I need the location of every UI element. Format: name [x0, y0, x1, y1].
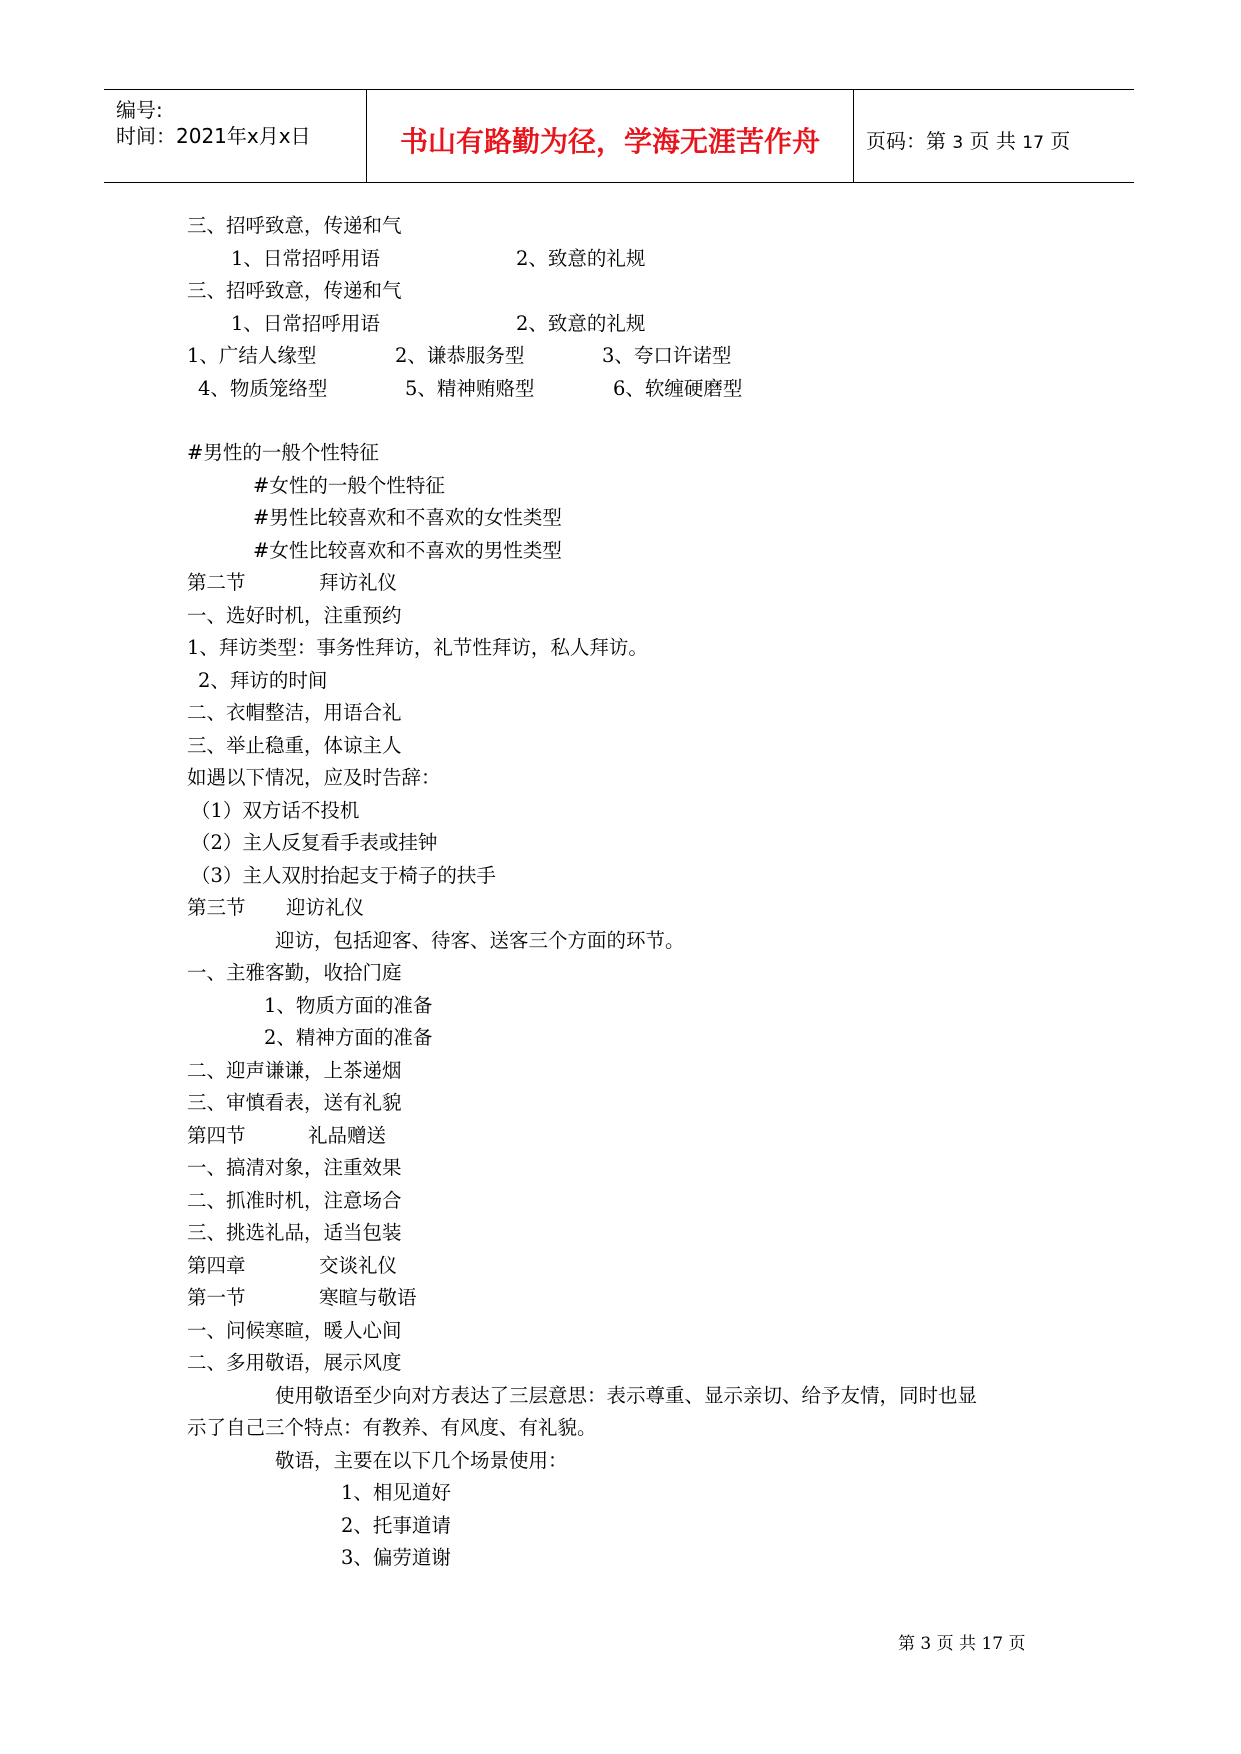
document-time-label: 时间：2021年x月x日	[116, 124, 311, 148]
footer-current: 3	[920, 1634, 932, 1654]
text-line: 敬语，主要在以下几个场景使用：	[275, 1449, 568, 1472]
heading-line: 一、选好时机，注重预约	[187, 604, 402, 627]
page-footer	[898, 1629, 1026, 1654]
footer-mid: 页 共	[936, 1634, 977, 1654]
document-header	[104, 89, 1134, 183]
section-number: 第二节	[187, 571, 246, 594]
heading-line: 一、搞清对象，注重效果	[187, 1156, 402, 1179]
heading-line: 一、问候寒暄，暖人心间	[187, 1319, 402, 1342]
page-current: 3	[952, 133, 964, 153]
list-item: 2、托事道请	[341, 1514, 451, 1537]
list-item: 2、拜访的时间	[198, 669, 328, 692]
page-total: 17	[1022, 133, 1044, 153]
page-mid: 页 共	[969, 129, 1016, 153]
section-title: 拜访礼仪	[319, 571, 398, 594]
heading-line: 二、抓准时机，注意场合	[187, 1189, 402, 1212]
topic-line: #男性的一般个性特征	[187, 441, 379, 464]
heading-line: 二、衣帽整洁，用语合礼	[187, 701, 402, 724]
topic-line: #女性比较喜欢和不喜欢的男性类型	[253, 539, 562, 562]
list-item: 2、致意的礼规	[516, 312, 646, 335]
topic-line: #男性比较喜欢和不喜欢的女性类型	[253, 506, 562, 529]
heading-line: 三、审慎看表，送有礼貌	[187, 1091, 402, 1114]
section-number: 第一节	[187, 1286, 246, 1309]
heading-line: 二、迎声谦谦，上茶递烟	[187, 1059, 402, 1082]
heading-line: 三、举止稳重，体谅主人	[187, 734, 402, 757]
list-item: 1、物质方面的准备	[264, 994, 433, 1017]
footer-suffix: 页	[1008, 1634, 1026, 1654]
text-line: 如遇以下情况，应及时告辞：	[187, 766, 441, 789]
heading-line: 三、招呼致意，传递和气	[187, 214, 402, 237]
page-suffix: 页	[1050, 129, 1071, 153]
list-item: 1、相见道好	[341, 1481, 451, 1504]
section-number: 第三节	[187, 896, 246, 919]
list-item: 2、谦恭服务型	[395, 344, 525, 367]
heading-line: 三、挑选礼品，适当包装	[187, 1221, 402, 1244]
list-item: （2）主人反复看手表或挂钟	[191, 831, 438, 854]
header-motto-cell	[366, 90, 854, 182]
list-item: 3、夸口许诺型	[602, 344, 732, 367]
list-item: 5、精神贿赂型	[405, 377, 535, 400]
list-item: 2、致意的礼规	[516, 247, 646, 270]
section-number: 第四节	[187, 1124, 246, 1147]
list-item: （3）主人双肘抬起支于椅子的扶手	[191, 864, 496, 887]
list-item: 1、日常招呼用语	[231, 247, 380, 270]
list-item: 6、软缠硬磨型	[613, 377, 743, 400]
chapter-title: 交谈礼仪	[319, 1254, 398, 1277]
section-title: 礼品赠送	[308, 1124, 387, 1147]
header-meta-cell	[104, 90, 366, 182]
list-item: 4、物质笼络型	[198, 377, 328, 400]
footer-total: 17	[981, 1634, 1004, 1654]
heading-line: 一、主雅客勤，收拾门庭	[187, 961, 402, 984]
list-item: 3、偏劳道谢	[341, 1546, 451, 1569]
section-title: 寒暄与敬语	[319, 1286, 417, 1309]
document-code-label: 编号:	[116, 98, 163, 122]
header-page-number	[866, 125, 1070, 154]
page-prefix: 页码：第	[866, 129, 946, 153]
heading-line: 二、多用敬语，展示风度	[187, 1351, 402, 1374]
header-page-cell	[854, 90, 1134, 182]
heading-line: 三、招呼致意，传递和气	[187, 279, 402, 302]
paragraph-line: 示了自己三个特点：有教养、有风度、有礼貌。	[187, 1416, 597, 1439]
footer-prefix: 第	[898, 1634, 915, 1654]
text-line: 迎访，包括迎客、待客、送客三个方面的环节。	[275, 929, 685, 952]
section-title: 迎访礼仪	[286, 896, 365, 919]
paragraph-line: 使用敬语至少向对方表达了三层意思：表示尊重、显示亲切、给予友情，同时也显	[275, 1384, 978, 1407]
list-item: 2、精神方面的准备	[264, 1026, 433, 1049]
topic-line: #女性的一般个性特征	[253, 474, 445, 497]
list-item: 1、广结人缘型	[187, 344, 317, 367]
list-item: 1、拜访类型：事务性拜访，礼节性拜访，私人拜访。	[187, 636, 648, 659]
chapter-number: 第四章	[187, 1254, 246, 1277]
list-item: （1）双方话不投机	[191, 799, 360, 822]
header-motto: 书山有路勤为径，学海无涯苦作舟	[399, 125, 820, 158]
list-item: 1、日常招呼用语	[231, 312, 380, 335]
